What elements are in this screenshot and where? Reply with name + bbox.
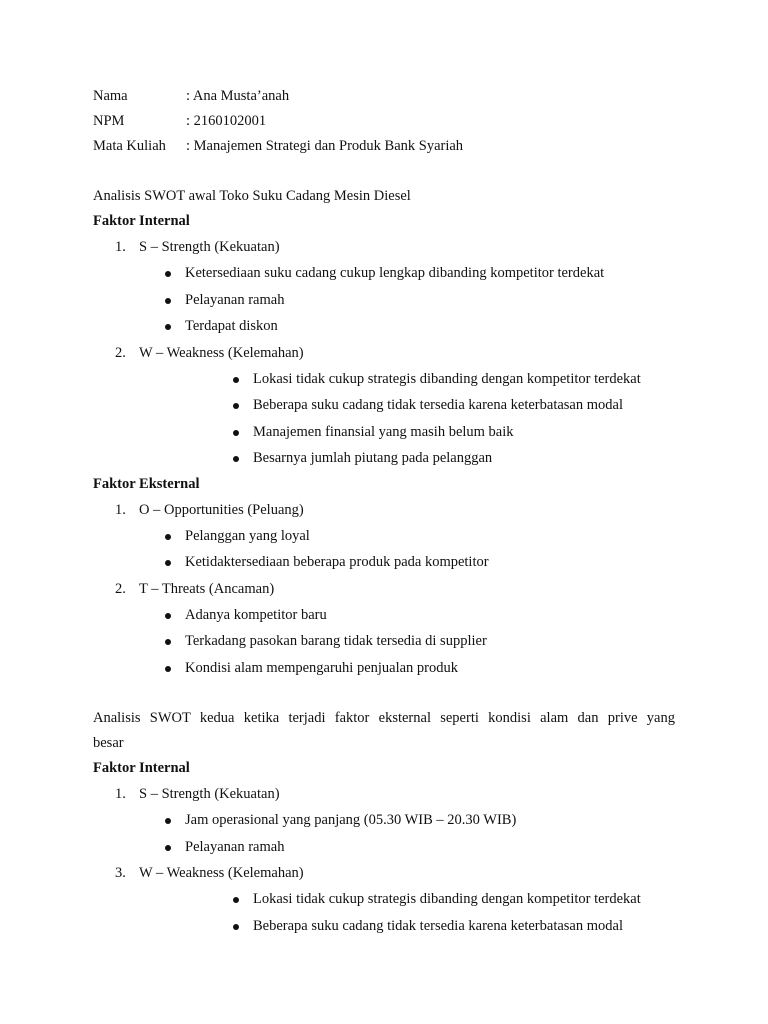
weakness-item	[93, 860, 675, 886]
list-number: 1.	[115, 501, 126, 518]
list-item	[93, 655, 675, 682]
bullet-text: Adanya kompetitor baru	[185, 606, 327, 623]
strength-item	[93, 234, 675, 260]
bullet-icon	[233, 377, 239, 383]
bullet-text: Besarnya jumlah piutang pada pelanggan	[253, 450, 493, 466]
strength-label: S – Strength (Kekuatan)	[139, 239, 280, 255]
name-row	[93, 84, 675, 109]
bullet-text: Lokasi tidak cukup strategis dibanding dengan kompetitor terdekat	[253, 891, 641, 907]
section-title-line-2: besar	[93, 735, 124, 751]
list-number: 3.	[115, 865, 126, 881]
list-item	[93, 834, 675, 861]
weakness-label: W – Weakness (Kelemahan)	[139, 344, 304, 361]
weakness-label: W – Weakness (Kelemahan)	[139, 865, 304, 881]
bullet-text: Manajemen finansial yang masih belum baik	[253, 423, 514, 440]
bullet-icon	[165, 818, 171, 824]
strength-label: S – Strength (Kekuatan)	[139, 786, 280, 802]
list-item	[93, 313, 675, 340]
strength-item	[93, 781, 675, 807]
bullet-text: Jam operasional yang panjang (05.30 WIB – 20.30 WIB)	[185, 812, 517, 828]
bullet-icon	[233, 430, 239, 436]
opportunities-item	[93, 497, 675, 523]
list-number: 1.	[115, 239, 126, 255]
bullet-icon	[165, 613, 171, 619]
threats-label: T – Threats (Ancaman)	[139, 580, 275, 597]
bullet-icon	[165, 639, 171, 645]
bullet-text: Pelayanan ramah	[185, 291, 285, 308]
bullet-icon	[165, 666, 171, 672]
student-info	[93, 84, 675, 159]
name-label: Nama	[93, 88, 128, 104]
list-item	[93, 287, 675, 314]
bullet-icon	[165, 845, 171, 851]
bullet-icon	[165, 560, 171, 566]
threats-item	[93, 576, 675, 602]
list-item	[93, 807, 675, 834]
blank-line	[93, 159, 675, 184]
list-item	[93, 392, 675, 419]
bullet-icon	[233, 897, 239, 903]
list-item	[93, 445, 675, 472]
course-label: Mata Kuliah	[93, 138, 166, 154]
list-number: 2.	[115, 344, 126, 361]
list-item	[93, 366, 675, 393]
bullet-text: Terkadang pasokan barang tidak tersedia di supplier	[185, 633, 487, 649]
bullet-icon	[233, 403, 239, 409]
list-number: 2.	[115, 580, 126, 597]
weakness-item	[93, 340, 675, 366]
bullet-text: Pelayanan ramah	[185, 838, 285, 855]
section-title: Analisis SWOT awal Toko Suku Cadang Mesin Diesel	[93, 188, 411, 204]
bullet-text: Beberapa suku cadang tidak tersedia karena keterbatasan modal	[253, 397, 623, 413]
bullet-text: Ketidaktersediaan beberapa produk pada kompetitor	[185, 554, 489, 570]
swot-section-second	[93, 706, 675, 939]
list-item	[93, 886, 675, 913]
course-row	[93, 134, 675, 159]
blank-line	[93, 681, 675, 706]
list-item	[93, 549, 675, 576]
document-page	[93, 84, 675, 939]
list-item	[93, 602, 675, 629]
bullet-icon	[165, 271, 171, 277]
bullet-text: Kondisi alam mempengaruhi penjualan produk	[185, 659, 459, 676]
list-item	[93, 913, 675, 940]
list-item	[93, 523, 675, 550]
bullet-text: Beberapa suku cadang tidak tersedia karena keterbatasan modal	[253, 917, 623, 934]
bullet-text: Terdapat diskon	[185, 318, 278, 334]
bullet-icon	[165, 298, 171, 304]
internal-factor-heading: Faktor Internal	[93, 760, 190, 776]
bullet-icon	[233, 456, 239, 462]
bullet-icon	[233, 924, 239, 930]
internal-factor-heading: Faktor Internal	[93, 213, 190, 229]
external-factor-heading: Faktor Eksternal	[93, 475, 200, 492]
npm-row	[93, 109, 675, 134]
list-item	[93, 628, 675, 655]
course-value: : Manajemen Strategi dan Produk Bank Syariah	[186, 138, 464, 154]
bullet-text: Lokasi tidak cukup strategis dibanding dengan kompetitor terdekat	[253, 370, 641, 387]
npm-label: NPM	[93, 113, 125, 129]
section-title-line-1: Analisis SWOT kedua ketika terjadi faktor eksternal seperti kondisi alam dan prive yang	[93, 710, 675, 726]
opportunities-label: O – Opportunities (Peluang)	[139, 501, 304, 518]
list-number: 1.	[115, 786, 126, 802]
swot-section-first	[93, 184, 675, 681]
bullet-text: Pelanggan yang loyal	[185, 527, 310, 544]
bullet-icon	[165, 324, 171, 330]
list-item	[93, 260, 675, 287]
bullet-text: Ketersediaan suku cadang cukup lengkap dibanding kompetitor terdekat	[185, 265, 605, 281]
name-value: : Ana Musta’anah	[186, 88, 290, 104]
list-item	[93, 419, 675, 446]
bullet-icon	[165, 534, 171, 540]
npm-value: : 2160102001	[186, 113, 267, 129]
